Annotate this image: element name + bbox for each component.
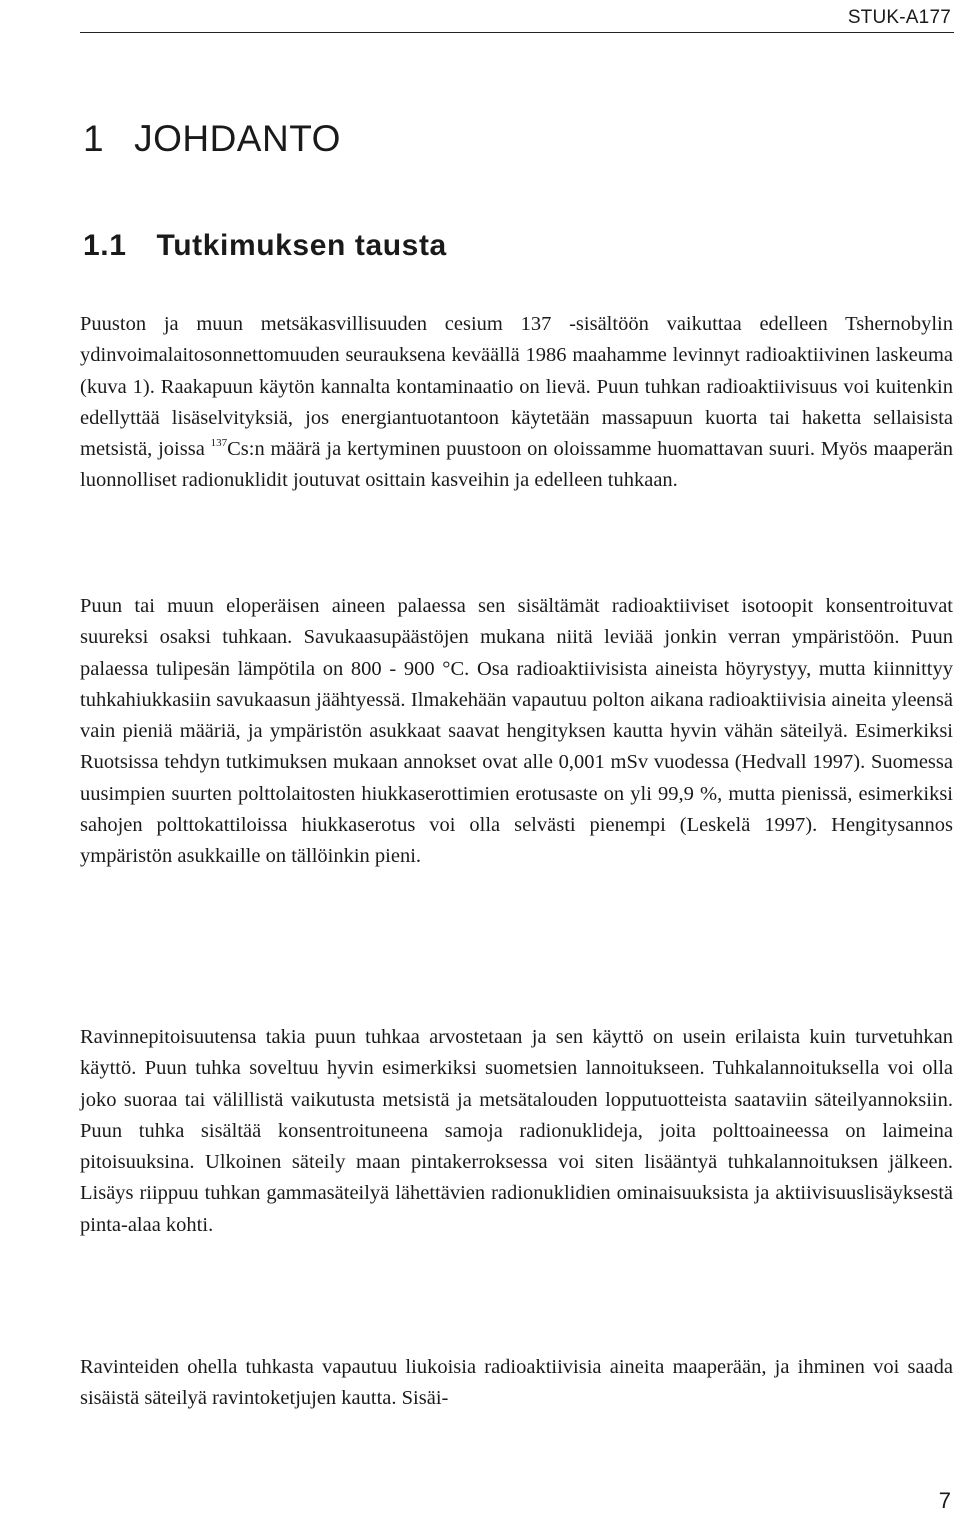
chapter-heading [83,118,341,160]
header-rule [80,32,954,33]
chapter-title: JOHDANTO [134,118,341,159]
paragraph-4: Ravinteiden ohella tuhkasta vapautuu liukoisia radioaktiivisia aineita maaperään, ja ihminen voi saada sisäistä säteilyä ravintoketjujen kautta. Sisäi- [80,1356,953,1410]
paragraph-1 [80,309,953,497]
paragraph-2: Puun tai muun eloperäisen aineen palaessa sen sisältämät radioaktiiviset isotoopit konsentroituvat suureksi osaksi tuhkaan. Savukaasupäästöjen mukana niitä leviää jonkin verran ympäristöön. Puun palaessa tulipesän lämpötila on 800 - 900 °C. Osa radioaktiivisista aineista höyrystyy, mutta kiinnittyy tuhkahiukkasiin savukaasun jäähtyessä. Ilmakehään vapautuu polton aikana radioaktiivisia aineita yleensä vain pieniä määriä, ja ympäristön asukkaat saavat hengityksen kautta hyvin vähän säteilyä. Esimerkiksi Ruotsissa tehdyn tutkimuksen mukaan annokset ovat alle 0,001 mSv vuodessa (Hedvall 1997). Suomessa uusimpien suurten polttolaitosten hiukkaserottimien erotusaste on yli 99,9 %, mutta pienissä, esimerkiksi sahojen polttokattiloissa hiukkaserotus voi olla selvästi pienempi (Leskelä 1997). Hengitysannos ympäristön asukkaille on tällöinkin pieni. [80,595,953,868]
chapter-number: 1 [83,118,105,159]
paragraph-1-text-a: Puuston ja muun metsäkasvillisuuden cesium 137 -sisältöön vaikuttaa edelleen Tshernobylin ydinvoimalaitosonnettomuuden seurauksena keväällä 1986 maahamme levinnyt radioaktiivinen laskeuma (kuva 1). Raakapuun käytön kannalta kontaminaatio on lievä. Puun tuhkan radioaktiivisuus voi kuitenkin edellyttää lisäselvityksiä, jos energiantuotantoon käytetään massapuun kuorta tai haketta sellaisista metsistä, joissa [80,313,953,461]
section-title: Tutkimuksen tausta [156,229,447,262]
page-number: 7 [938,1488,951,1513]
report-code: STUK-A177 [847,7,951,28]
paragraph-3: Ravinnepitoisuutensa takia puun tuhkaa arvostetaan ja sen käyttö on usein erilaista kuin turvetuhkan käyttö. Puun tuhka soveltuu hyvin esimerkiksi suometsien lannoitukseen. Tuhkalannoituksella voi olla joko suoraa tai välillistä vaikutusta metsistä ja metsätalouden lopputuotteista saataviin säteilyannoksiin. Puun tuhka sisältää konsentroituneena samoja radionuklideja, joita polttoaineessa on laimeina pitoisuuksina. Ulkoinen säteily maan pintakerroksessa voi siten lisääntyä tuhkalannoituksen jälkeen. Lisäys riippuu tuhkan gammasäteilyä lähettävien radionuklidien ominaisuuksista ja aktiivisuuslisäyksestä pinta-alaa kohti. [80,1026,953,1236]
paragraph-1-text-b: Cs:n määrä ja kertyminen puustoon on oloissamme huomattavan suuri. Myös maaperän luonnolliset radionuklidit joutuvat osittain kasveihin ja edelleen tuhkaan. [80,438,953,492]
section-number: 1.1 [83,229,127,262]
section-heading [83,229,447,263]
isotope-mass-number: 137 [210,437,228,450]
